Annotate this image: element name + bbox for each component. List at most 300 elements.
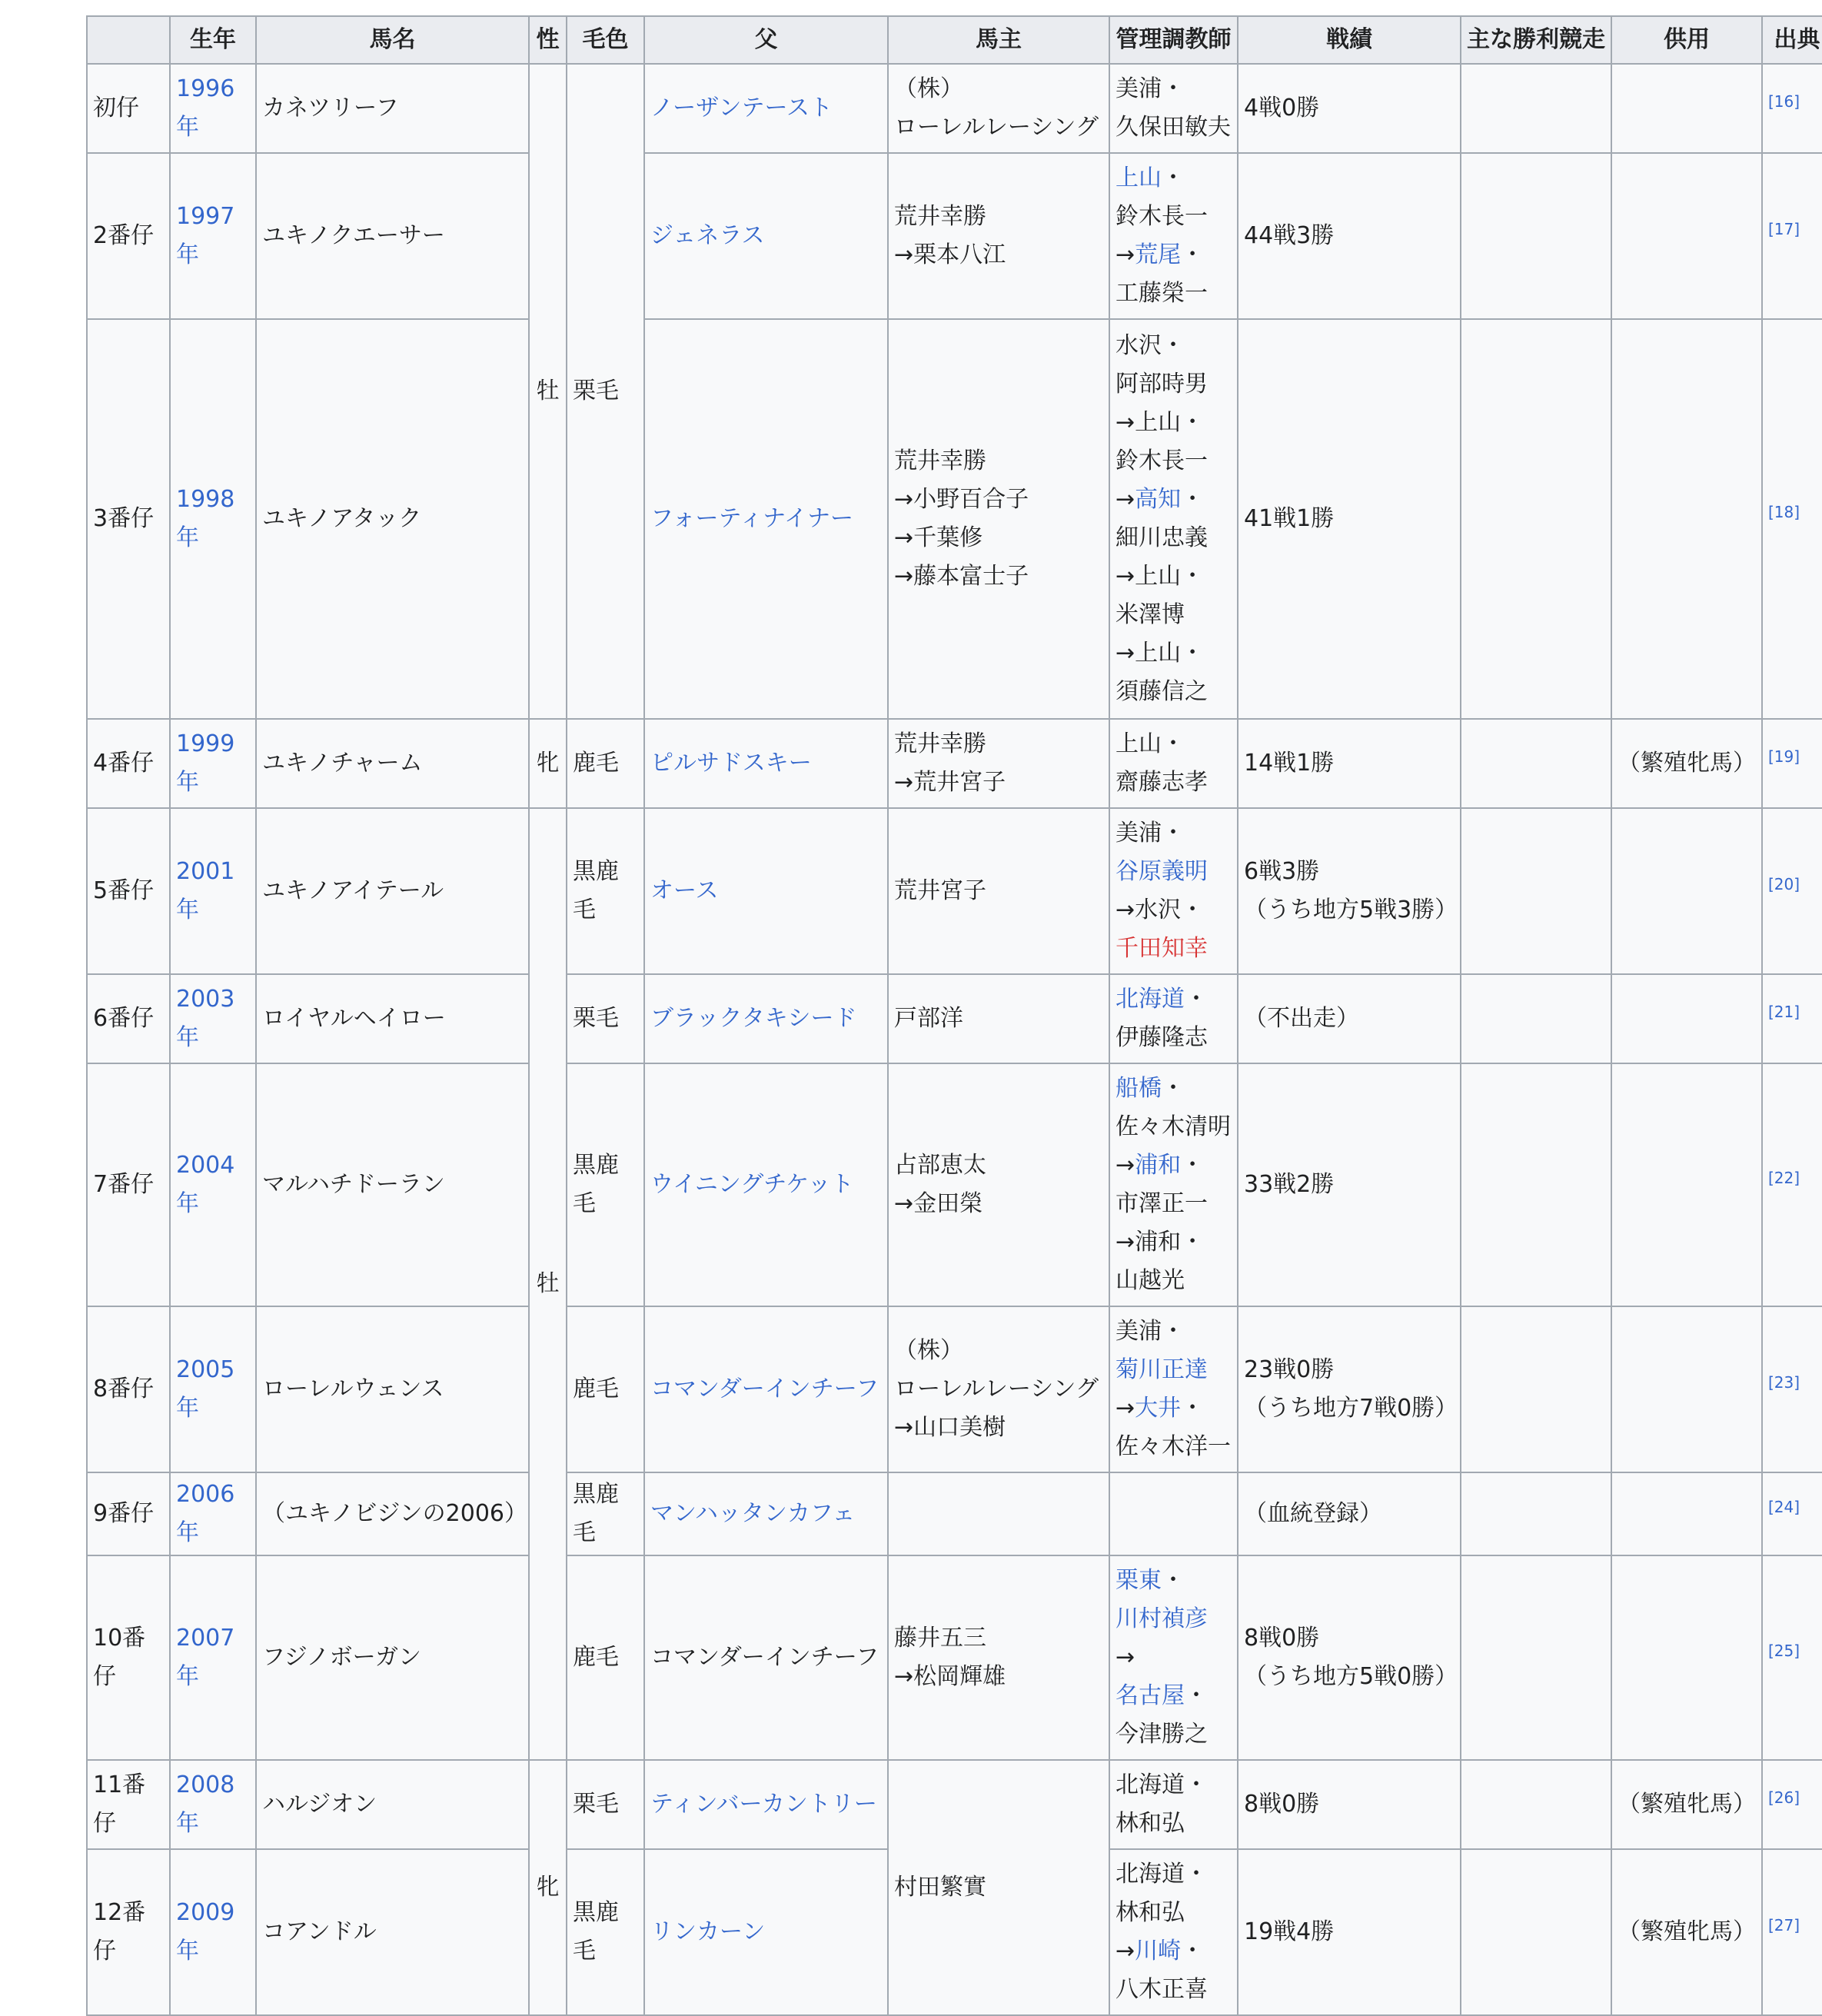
trainer-text: ・ <box>1162 1567 1185 1594</box>
sire-cell <box>644 1063 888 1306</box>
record-line: （血統登録） <box>1244 1500 1382 1527</box>
record-line: （うち地方5戦0勝） <box>1244 1663 1458 1690</box>
trainer-line <box>1115 1855 1232 1894</box>
citation-link[interactable]: [24] <box>1768 1498 1800 1516</box>
trainer-text: 佐々木洋一 <box>1115 1433 1231 1460</box>
horse-name-cell: コアンドル <box>256 1849 529 2015</box>
trainer-text: 工藤榮一 <box>1115 280 1208 307</box>
trainer-line <box>1115 634 1232 673</box>
trainer-text: ・ <box>1185 1682 1208 1709</box>
coat-color-cell: 鹿毛 <box>567 719 644 808</box>
record-cell <box>1238 1849 1461 2015</box>
owner-cell <box>888 1555 1109 1760</box>
birth-year-cell <box>170 1760 256 1849</box>
column-header-blank <box>87 16 170 64</box>
birth-year-link[interactable]: 2005年 <box>176 1356 235 1422</box>
foal-number-cell: 8番仔 <box>87 1306 170 1472</box>
trainer-text: 齋藤志孝 <box>1115 769 1208 796</box>
sire-cell <box>644 153 888 319</box>
source-cell <box>1762 719 1822 808</box>
use-cell <box>1611 1555 1762 1760</box>
trainer-line <box>1115 980 1232 1019</box>
major-wins-cell <box>1461 319 1611 719</box>
birth-year-cell <box>170 64 256 153</box>
sire-link: コマンダーインチーフ <box>650 1644 879 1671</box>
record-line: （不出走） <box>1244 1005 1359 1032</box>
use-cell <box>1611 64 1762 153</box>
trainer-text: ・ <box>1181 1395 1205 1422</box>
trainer-text: →上山 <box>1115 563 1182 590</box>
sire-link[interactable]: ティンバーカントリー <box>650 1791 877 1818</box>
owner-line: 荒井幸勝 <box>894 730 986 757</box>
trainer-text: → <box>1115 1644 1135 1671</box>
trainer-text: 美浦 <box>1115 820 1162 847</box>
table-row <box>87 719 1822 808</box>
trainer-link[interactable]: 北海道 <box>1115 986 1185 1013</box>
citation-link[interactable]: [20] <box>1768 875 1800 893</box>
trainer-text: 米澤博 <box>1115 601 1185 628</box>
record-line: 19戦4勝 <box>1244 1918 1335 1945</box>
trainer-text: 市澤正一 <box>1115 1190 1208 1217</box>
trainer-text: ・ <box>1181 486 1205 513</box>
use-cell <box>1611 153 1762 319</box>
trainer-line <box>1115 519 1232 557</box>
trainer-text: ・ <box>1181 897 1205 923</box>
owner-line: 藤井五三 <box>894 1625 986 1652</box>
foal-number-cell: 5番仔 <box>87 808 170 974</box>
trainer-line <box>1115 159 1232 198</box>
trainer-line <box>1115 481 1232 519</box>
table-row <box>87 1472 1822 1555</box>
trainer-cell <box>1109 808 1238 974</box>
foal-number-cell: 7番仔 <box>87 1063 170 1306</box>
owner-line: （株） <box>894 1337 963 1364</box>
birth-year-link[interactable]: 2001年 <box>176 858 235 923</box>
trainer-line <box>1115 365 1232 404</box>
source-cell <box>1762 808 1822 974</box>
owner-line: ローレルレーシング <box>894 114 1099 141</box>
owner-line: 荒井幸勝 <box>894 447 986 474</box>
trainer-text: 林和弘 <box>1115 1899 1185 1926</box>
record-cell <box>1238 719 1461 808</box>
trainer-line <box>1115 1971 1232 2009</box>
trainer-line <box>1115 1262 1232 1300</box>
use-cell <box>1611 1760 1762 1849</box>
sire-cell <box>644 64 888 153</box>
owner-cell <box>888 1306 1109 1472</box>
column-header-sire: 父 <box>644 16 888 64</box>
coat-color-cell: 黒鹿毛 <box>567 1472 644 1555</box>
trainer-text: 細川忠義 <box>1115 524 1208 551</box>
trainer-text: 佐々木清明 <box>1115 1113 1231 1140</box>
sire-link[interactable]: ウイニングチケット <box>650 1171 854 1198</box>
sire-link[interactable]: ブラックタキシード <box>650 1005 857 1032</box>
record-cell <box>1238 1063 1461 1306</box>
table-row <box>87 153 1822 319</box>
trainer-line <box>1115 236 1232 274</box>
foal-number-cell: 4番仔 <box>87 719 170 808</box>
horse-name-cell: ロイヤルヘイロー <box>256 974 529 1063</box>
sire-link[interactable]: ピルサドスキー <box>650 750 812 777</box>
coat-color-cell: 栗毛 <box>567 64 644 719</box>
trainer-text: 阿部時男 <box>1115 371 1208 398</box>
owner-cell <box>888 1063 1109 1306</box>
trainer-line <box>1115 930 1232 968</box>
source-cell <box>1762 1063 1822 1306</box>
table-row <box>87 808 1822 974</box>
horse-name-cell: ハルジオン <box>256 1760 529 1849</box>
trainer-text: 水沢 <box>1115 332 1162 359</box>
trainer-text: ・ <box>1181 1938 1205 1964</box>
major-wins-cell <box>1461 1555 1611 1760</box>
record-cell <box>1238 64 1461 153</box>
trainer-text: ・ <box>1162 1318 1185 1345</box>
owner-line: 戸部洋 <box>894 1005 963 1032</box>
trainer-text: 今津勝之 <box>1115 1721 1208 1748</box>
birth-year-link[interactable]: 2008年 <box>176 1771 235 1837</box>
use-cell <box>1611 1849 1762 2015</box>
trainer-link[interactable]: 谷原義明 <box>1115 858 1208 885</box>
sex-cell: 牡 <box>529 64 567 719</box>
trainer-line <box>1115 1185 1232 1223</box>
trainer-text: →水沢 <box>1115 897 1182 923</box>
trainer-text: ・ <box>1181 1229 1205 1256</box>
trainer-line <box>1115 596 1232 634</box>
trainer-text: → <box>1115 1938 1135 1964</box>
birth-year-link[interactable]: 2006年 <box>176 1481 235 1546</box>
trainer-text: 鈴木長一 <box>1115 447 1208 474</box>
record-line: 8戦0勝 <box>1244 1625 1320 1652</box>
owner-line: 占部恵太 <box>894 1152 986 1179</box>
trainer-line <box>1115 1146 1232 1185</box>
trainer-text: 伊藤隆志 <box>1115 1024 1208 1051</box>
citation-link[interactable]: [23] <box>1768 1373 1800 1392</box>
birth-year-link[interactable]: 1997年 <box>176 203 235 268</box>
coat-color-cell: 黒鹿毛 <box>567 1849 644 2015</box>
table-row <box>87 64 1822 153</box>
trainer-link[interactable]: 上山 <box>1115 165 1162 191</box>
coat-color-cell: 鹿毛 <box>567 1555 644 1760</box>
record-line: 14戦1勝 <box>1244 750 1335 777</box>
owner-cell <box>888 153 1109 319</box>
birth-year-link[interactable]: 2007年 <box>176 1625 235 1690</box>
trainer-text: 美浦 <box>1115 75 1162 102</box>
source-cell <box>1762 1306 1822 1472</box>
trainer-cell <box>1109 319 1238 719</box>
trainer-line <box>1115 1932 1232 1971</box>
use-cell <box>1611 719 1762 808</box>
major-wins-cell <box>1461 719 1611 808</box>
trainer-link[interactable]: 栗東 <box>1115 1567 1162 1594</box>
source-cell <box>1762 974 1822 1063</box>
trainer-text: ・ <box>1181 563 1205 590</box>
foals-table <box>86 15 1822 2016</box>
horse-name-cell: （ユキノビジンの2006） <box>256 1472 529 1555</box>
sex-cell: 牝 <box>529 1760 567 2015</box>
column-header-horse-name: 馬名 <box>256 16 529 64</box>
sire-cell <box>644 1555 888 1760</box>
trainer-link[interactable]: 浦和 <box>1135 1152 1182 1179</box>
record-line: 4戦0勝 <box>1244 95 1320 121</box>
column-header-owner: 馬主 <box>888 16 1109 64</box>
trainer-link[interactable]: 荒尾 <box>1135 241 1182 268</box>
owner-line: →栗本八江 <box>894 241 1006 268</box>
trainer-line <box>1115 108 1232 147</box>
trainer-text: 八木正喜 <box>1115 1976 1208 2003</box>
trainer-text: ・ <box>1162 730 1185 757</box>
record-line: （うち地方7戦0勝） <box>1244 1395 1458 1422</box>
owner-line: →藤本富士子 <box>894 563 1029 590</box>
trainer-line <box>1115 725 1232 763</box>
sire-link[interactable]: コマンダーインチーフ <box>650 1376 879 1402</box>
trainer-text: ・ <box>1181 241 1205 268</box>
citation-link[interactable]: [18] <box>1768 503 1800 521</box>
sex-cell: 牡 <box>529 808 567 1760</box>
column-header-trainer: 管理調教師 <box>1109 16 1238 64</box>
trainer-line <box>1115 442 1232 481</box>
horse-name-cell: ユキノアイテール <box>256 808 529 974</box>
horse-name-cell: マルハチドーラン <box>256 1063 529 1306</box>
foal-number-cell: 3番仔 <box>87 319 170 719</box>
coat-color-cell: 黒鹿毛 <box>567 808 644 974</box>
horse-name-cell: カネツリーフ <box>256 64 529 153</box>
trainer-text: ・ <box>1162 165 1185 191</box>
trainer-text: ・ <box>1162 75 1185 102</box>
sire-cell <box>644 808 888 974</box>
trainer-text: 北海道 <box>1115 1861 1185 1888</box>
trainer-link[interactable]: 名古屋 <box>1115 1682 1185 1709</box>
birth-year-cell <box>170 974 256 1063</box>
source-cell <box>1762 319 1822 719</box>
trainer-text: → <box>1115 486 1135 513</box>
use-cell <box>1611 1063 1762 1306</box>
foals-table-container <box>86 15 1822 2016</box>
table-row <box>87 1063 1822 1306</box>
trainer-link[interactable]: 大井 <box>1135 1395 1182 1422</box>
record-cell <box>1238 1555 1461 1760</box>
trainer-line <box>1115 891 1232 930</box>
trainer-link[interactable]: 千田知幸 <box>1115 935 1208 962</box>
table-row <box>87 319 1822 719</box>
trainer-text: ・ <box>1181 409 1205 436</box>
trainer-line <box>1115 70 1232 108</box>
major-wins-cell <box>1461 1063 1611 1306</box>
owner-line: ローレルレーシング <box>894 1376 1099 1402</box>
trainer-text: ・ <box>1185 1861 1208 1888</box>
birth-year-cell <box>170 1306 256 1472</box>
sire-link[interactable]: オース <box>650 877 719 904</box>
birth-year-cell <box>170 719 256 808</box>
trainer-line <box>1115 853 1232 891</box>
record-cell <box>1238 1760 1461 1849</box>
trainer-cell <box>1109 1472 1238 1555</box>
trainer-cell <box>1109 1063 1238 1306</box>
trainer-line <box>1115 274 1232 313</box>
record-line: 6戦3勝 <box>1244 858 1320 885</box>
coat-color-cell: 栗毛 <box>567 1760 644 1849</box>
sire-link[interactable]: ノーザンテースト <box>650 95 833 121</box>
trainer-text: 須藤信之 <box>1115 678 1208 705</box>
owner-cell <box>888 64 1109 153</box>
use-cell <box>1611 808 1762 974</box>
trainer-text: 鈴木長一 <box>1115 203 1208 230</box>
trainer-line <box>1115 1389 1232 1428</box>
birth-year-link[interactable]: 2004年 <box>176 1152 235 1217</box>
trainer-line <box>1115 814 1232 853</box>
birth-year-link[interactable]: 1999年 <box>176 730 235 796</box>
trainer-text: →上山 <box>1115 640 1182 667</box>
birth-year-cell <box>170 1472 256 1555</box>
trainer-link[interactable]: 菊川正達 <box>1115 1356 1208 1383</box>
record-line: 44戦3勝 <box>1244 222 1335 249</box>
horse-name-cell: フジノボーガン <box>256 1555 529 1760</box>
column-header-use: 供用 <box>1611 16 1762 64</box>
owner-line: →松岡輝雄 <box>894 1663 1006 1690</box>
sire-link[interactable]: リンカーン <box>650 1918 766 1945</box>
citation-link[interactable]: [22] <box>1768 1169 1800 1187</box>
trainer-text: →上山 <box>1115 409 1182 436</box>
trainer-link[interactable]: 川村禎彦 <box>1115 1605 1208 1632</box>
trainer-text: 上山 <box>1115 730 1162 757</box>
record-cell <box>1238 319 1461 719</box>
use-cell <box>1611 1306 1762 1472</box>
trainer-text: ・ <box>1181 1152 1205 1179</box>
foal-number-cell: 12番仔 <box>87 1849 170 2015</box>
sire-cell <box>644 319 888 719</box>
birth-year-cell <box>170 153 256 319</box>
sire-cell <box>644 974 888 1063</box>
coat-color-cell: 鹿毛 <box>567 1306 644 1472</box>
column-header-source: 出典 <box>1762 16 1822 64</box>
trainer-text: ・ <box>1162 1075 1185 1102</box>
major-wins-cell <box>1461 1472 1611 1555</box>
use-cell <box>1611 974 1762 1063</box>
citation-link[interactable]: [25] <box>1768 1642 1800 1660</box>
trainer-line <box>1115 1019 1232 1057</box>
birth-year-cell <box>170 319 256 719</box>
major-wins-cell <box>1461 808 1611 974</box>
citation-link[interactable]: [26] <box>1768 1788 1800 1807</box>
trainer-line <box>1115 327 1232 365</box>
trainer-line <box>1115 1108 1232 1146</box>
source-cell <box>1762 153 1822 319</box>
record-line: 41戦1勝 <box>1244 505 1335 532</box>
record-cell <box>1238 974 1461 1063</box>
trainer-cell <box>1109 719 1238 808</box>
owner-line: →荒井宮子 <box>894 769 1006 796</box>
sire-cell <box>644 719 888 808</box>
column-header-major-wins: 主な勝利競走 <box>1461 16 1611 64</box>
birth-year-cell <box>170 1849 256 2015</box>
trainer-text: ・ <box>1181 640 1205 667</box>
trainer-text: → <box>1115 1395 1135 1422</box>
birth-year-link[interactable]: 1996年 <box>176 75 235 141</box>
trainer-cell <box>1109 64 1238 153</box>
sire-link[interactable]: ジェネラス <box>650 222 765 249</box>
column-header-sex: 性 <box>529 16 567 64</box>
owner-cell <box>888 319 1109 719</box>
use-cell <box>1611 1472 1762 1555</box>
record-line: 33戦2勝 <box>1244 1171 1335 1198</box>
trainer-line <box>1115 1600 1232 1638</box>
trainer-text: ・ <box>1162 332 1185 359</box>
use-cell <box>1611 319 1762 719</box>
horse-name-cell: ユキノアタック <box>256 319 529 719</box>
birth-year-cell <box>170 1063 256 1306</box>
trainer-text: ・ <box>1185 1771 1208 1798</box>
record-line: 8戦0勝 <box>1244 1791 1320 1818</box>
major-wins-cell <box>1461 153 1611 319</box>
birth-year-link[interactable]: 1998年 <box>176 486 235 551</box>
table-row <box>87 1760 1822 1849</box>
header-row <box>87 16 1822 64</box>
trainer-text: ・ <box>1185 986 1208 1013</box>
record-cell <box>1238 808 1461 974</box>
column-header-record: 戦績 <box>1238 16 1461 64</box>
trainer-link[interactable]: 船橋 <box>1115 1075 1162 1102</box>
sire-link[interactable]: マンハッタンカフェ <box>650 1500 856 1527</box>
trainer-link[interactable]: 高知 <box>1135 486 1182 513</box>
source-cell <box>1762 1849 1822 2015</box>
birth-year-link[interactable]: 2009年 <box>176 1899 235 1964</box>
record-cell <box>1238 1472 1461 1555</box>
table-row <box>87 1555 1822 1760</box>
trainer-text: 山越光 <box>1115 1267 1185 1294</box>
trainer-text: 北海道 <box>1115 1771 1185 1798</box>
horse-name-cell: ユキノクエーサー <box>256 153 529 319</box>
coat-color-cell: 黒鹿毛 <box>567 1063 644 1306</box>
sire-cell <box>644 1306 888 1472</box>
owner-cell <box>888 974 1109 1063</box>
citation-link[interactable]: [16] <box>1768 92 1800 111</box>
major-wins-cell <box>1461 1849 1611 2015</box>
horse-name-cell: ローレルウェンス <box>256 1306 529 1472</box>
sire-link[interactable]: フォーティナイナー <box>650 505 853 532</box>
use-text: （繁殖牝馬） <box>1618 1791 1756 1818</box>
foal-number-cell: 10番仔 <box>87 1555 170 1760</box>
coat-color-cell: 栗毛 <box>567 974 644 1063</box>
source-cell <box>1762 1760 1822 1849</box>
citation-link[interactable]: [27] <box>1768 1916 1800 1934</box>
record-cell <box>1238 153 1461 319</box>
trainer-text: ・ <box>1162 820 1185 847</box>
owner-line: →千葉修 <box>894 524 983 551</box>
owner-line: →金田榮 <box>894 1190 983 1217</box>
table-row <box>87 1306 1822 1472</box>
citation-link[interactable]: [17] <box>1768 220 1800 238</box>
owner-line: 荒井幸勝 <box>894 203 986 230</box>
owner-line: 荒井宮子 <box>894 877 986 904</box>
sex-cell: 牝 <box>529 719 567 808</box>
trainer-line <box>1115 763 1232 802</box>
birth-year-link[interactable]: 2003年 <box>176 986 235 1051</box>
major-wins-cell <box>1461 1306 1611 1472</box>
citation-link[interactable]: [19] <box>1768 747 1800 766</box>
major-wins-cell <box>1461 974 1611 1063</box>
citation-link[interactable]: [21] <box>1768 1003 1800 1021</box>
column-header-coat: 毛色 <box>567 16 644 64</box>
trainer-line <box>1115 557 1232 596</box>
foal-number-cell: 初仔 <box>87 64 170 153</box>
foal-number-cell: 9番仔 <box>87 1472 170 1555</box>
trainer-link[interactable]: 川崎 <box>1135 1938 1182 1964</box>
owner-cell: 村田繁實 <box>888 1760 1109 2015</box>
trainer-line <box>1115 1715 1232 1754</box>
foal-number-cell: 2番仔 <box>87 153 170 319</box>
trainer-cell <box>1109 1849 1238 2015</box>
owner-cell <box>888 1472 1109 1555</box>
trainer-text: 美浦 <box>1115 1318 1162 1345</box>
